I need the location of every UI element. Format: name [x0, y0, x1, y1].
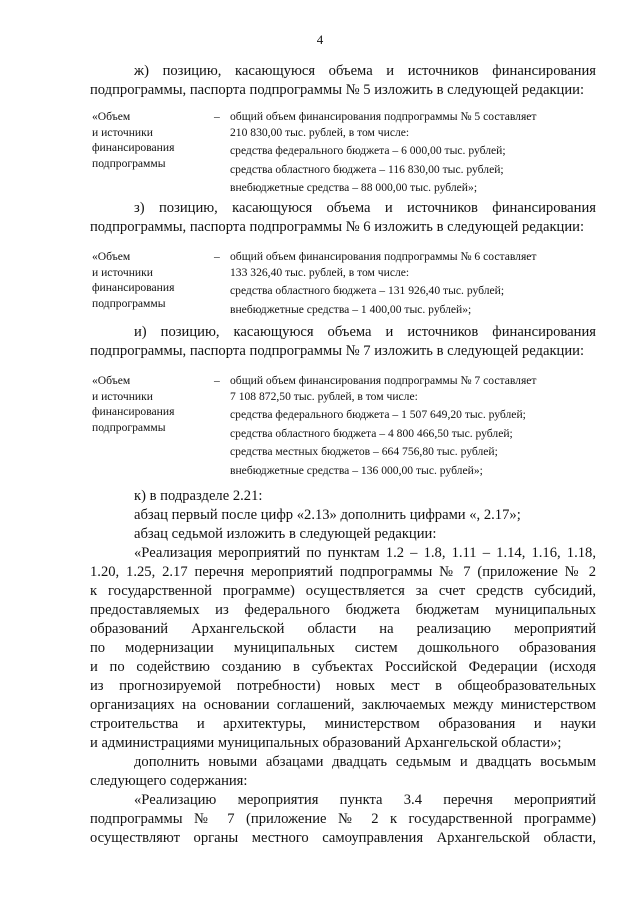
quote-line: и администрациями муниципальных образований Архангельской области»;: [90, 735, 562, 751]
paragraph-line: абзац седьмой изложить в следующей редакции:: [134, 526, 437, 542]
quote-line: и по содействию созданию в субъектах Российской Федерации (исходя: [90, 659, 596, 675]
funding-table-6: [90, 249, 596, 315]
paragraph-line: подпрограммы, паспорта подпрограммы № 7 изложить в следующей редакции:: [90, 343, 585, 359]
table-dash: –: [214, 250, 220, 263]
value-line: 7 108 872,50 тыс. рублей, в том числе:: [230, 389, 418, 403]
quote-line: из прогнозируемой потребности) новых мест в общеобразовательных: [90, 678, 596, 694]
value-line: средства областного бюджета – 4 800 466,50 тыс. рублей;: [230, 426, 513, 440]
quote-line: к государственной программе) осуществляется за счет средств субсидий,: [90, 583, 596, 599]
page-number: 4: [316, 32, 324, 47]
value-line: 210 830,00 тыс. рублей, в том числе:: [230, 125, 410, 139]
quote-line: предоставляемых из федерального бюджета бюджетам муниципальных: [90, 602, 596, 618]
quote-line: организациях на основании соглашений, заключаемых между министерством: [90, 697, 596, 713]
label-line: подпрограммы: [92, 420, 166, 434]
value-line: средства местных бюджетов – 664 756,80 тыс. рублей;: [230, 445, 498, 458]
value-line: внебюджетные средства – 136 000,00 тыс. рублей»;: [230, 463, 483, 477]
paragraph-line: следующего содержания:: [90, 773, 248, 789]
paragraph-i: [90, 323, 596, 361]
table-label: [92, 249, 202, 311]
quote-line: осуществляют органы местного самоуправления Архангельской области,: [90, 830, 596, 846]
value-line: средства федерального бюджета – 1 507 649,20 тыс. рублей;: [230, 408, 526, 421]
value-line: общий объем финансирования подпрограммы № 6 составляет: [230, 250, 537, 263]
table-values: [230, 249, 596, 317]
quote-line: 1.20, 1.25, 2.17 перечня мероприятий подпрограммы № 7 (приложение № 2: [90, 564, 596, 580]
label-line: «Объем: [92, 250, 131, 263]
paragraph-k: [90, 487, 596, 848]
value-line: внебюджетные средства – 1 400,00 тыс. рублей»;: [230, 302, 472, 316]
label-line: финансирования: [92, 141, 175, 154]
label-line: подпрограммы: [92, 156, 166, 170]
paragraph-line: дополнить новыми абзацами двадцать седьмым и двадцать восьмым: [134, 754, 596, 770]
table-label: [92, 109, 202, 171]
subsection-heading: к) в подразделе 2.21:: [134, 488, 263, 504]
value-line: общий объем финансирования подпрограммы № 5 составляет: [230, 110, 537, 123]
paragraph-z: [90, 199, 596, 237]
value-line: средства федерального бюджета – 6 000,00 тыс. рублей;: [230, 144, 506, 157]
table-values: [230, 109, 596, 196]
paragraph-line: и) позицию, касающуюся объема и источников финансирования: [134, 324, 596, 340]
label-line: и источники: [92, 389, 153, 403]
label-line: «Объем: [92, 374, 131, 387]
funding-table-7: [90, 373, 596, 477]
quote-line: по модернизации муниципальных систем дошкольного образования: [90, 640, 596, 656]
label-line: финансирования: [92, 405, 175, 418]
table-dash: –: [214, 374, 220, 387]
funding-table-5: [90, 109, 596, 194]
label-line: финансирования: [92, 281, 175, 294]
value-line: внебюджетные средства – 88 000,00 тыс. рублей»;: [230, 181, 478, 194]
table-dash: –: [214, 110, 220, 123]
paragraph-line: абзац первый после цифр «2.13» дополнить цифрами «, 2.17»;: [134, 507, 521, 523]
value-line: средства областного бюджета – 131 926,40 тыс. рублей;: [230, 284, 505, 297]
value-line: средства областного бюджета – 116 830,00 тыс. рублей;: [230, 162, 504, 176]
quote-line: строительства и архитектуры, министерством образования и науки: [90, 716, 596, 732]
quote-line: подпрограммы № 7 (приложение № 2 к государственной программе): [90, 811, 596, 827]
label-line: и источники: [92, 265, 153, 279]
table-label: [92, 373, 202, 435]
table-values: [230, 373, 596, 478]
label-line: «Объем: [92, 110, 131, 123]
quote-line: образований Архангельской области на реализацию мероприятий: [90, 621, 596, 637]
label-line: подпрограммы: [92, 296, 166, 310]
paragraph-line: з) позицию, касающуюся объема и источников финансирования: [134, 200, 596, 216]
paragraph-line: ж) позицию, касающуюся объема и источников финансирования: [134, 63, 596, 79]
label-line: и источники: [92, 125, 153, 139]
value-line: общий объем финансирования подпрограммы № 7 составляет: [230, 374, 537, 387]
value-line: 133 326,40 тыс. рублей, в том числе:: [230, 265, 410, 279]
paragraph-zh: [90, 62, 596, 100]
paragraph-line: подпрограммы, паспорта подпрограммы № 5 изложить в следующей редакции:: [90, 82, 585, 98]
quote-line: «Реализация мероприятий по пунктам 1.2 – 1.8, 1.11 – 1.14, 1.16, 1.18,: [134, 545, 596, 561]
quote-line: «Реализацию мероприятия пункта 3.4 перечня мероприятий: [134, 792, 596, 808]
paragraph-line: подпрограммы, паспорта подпрограммы № 6 изложить в следующей редакции:: [90, 219, 585, 235]
